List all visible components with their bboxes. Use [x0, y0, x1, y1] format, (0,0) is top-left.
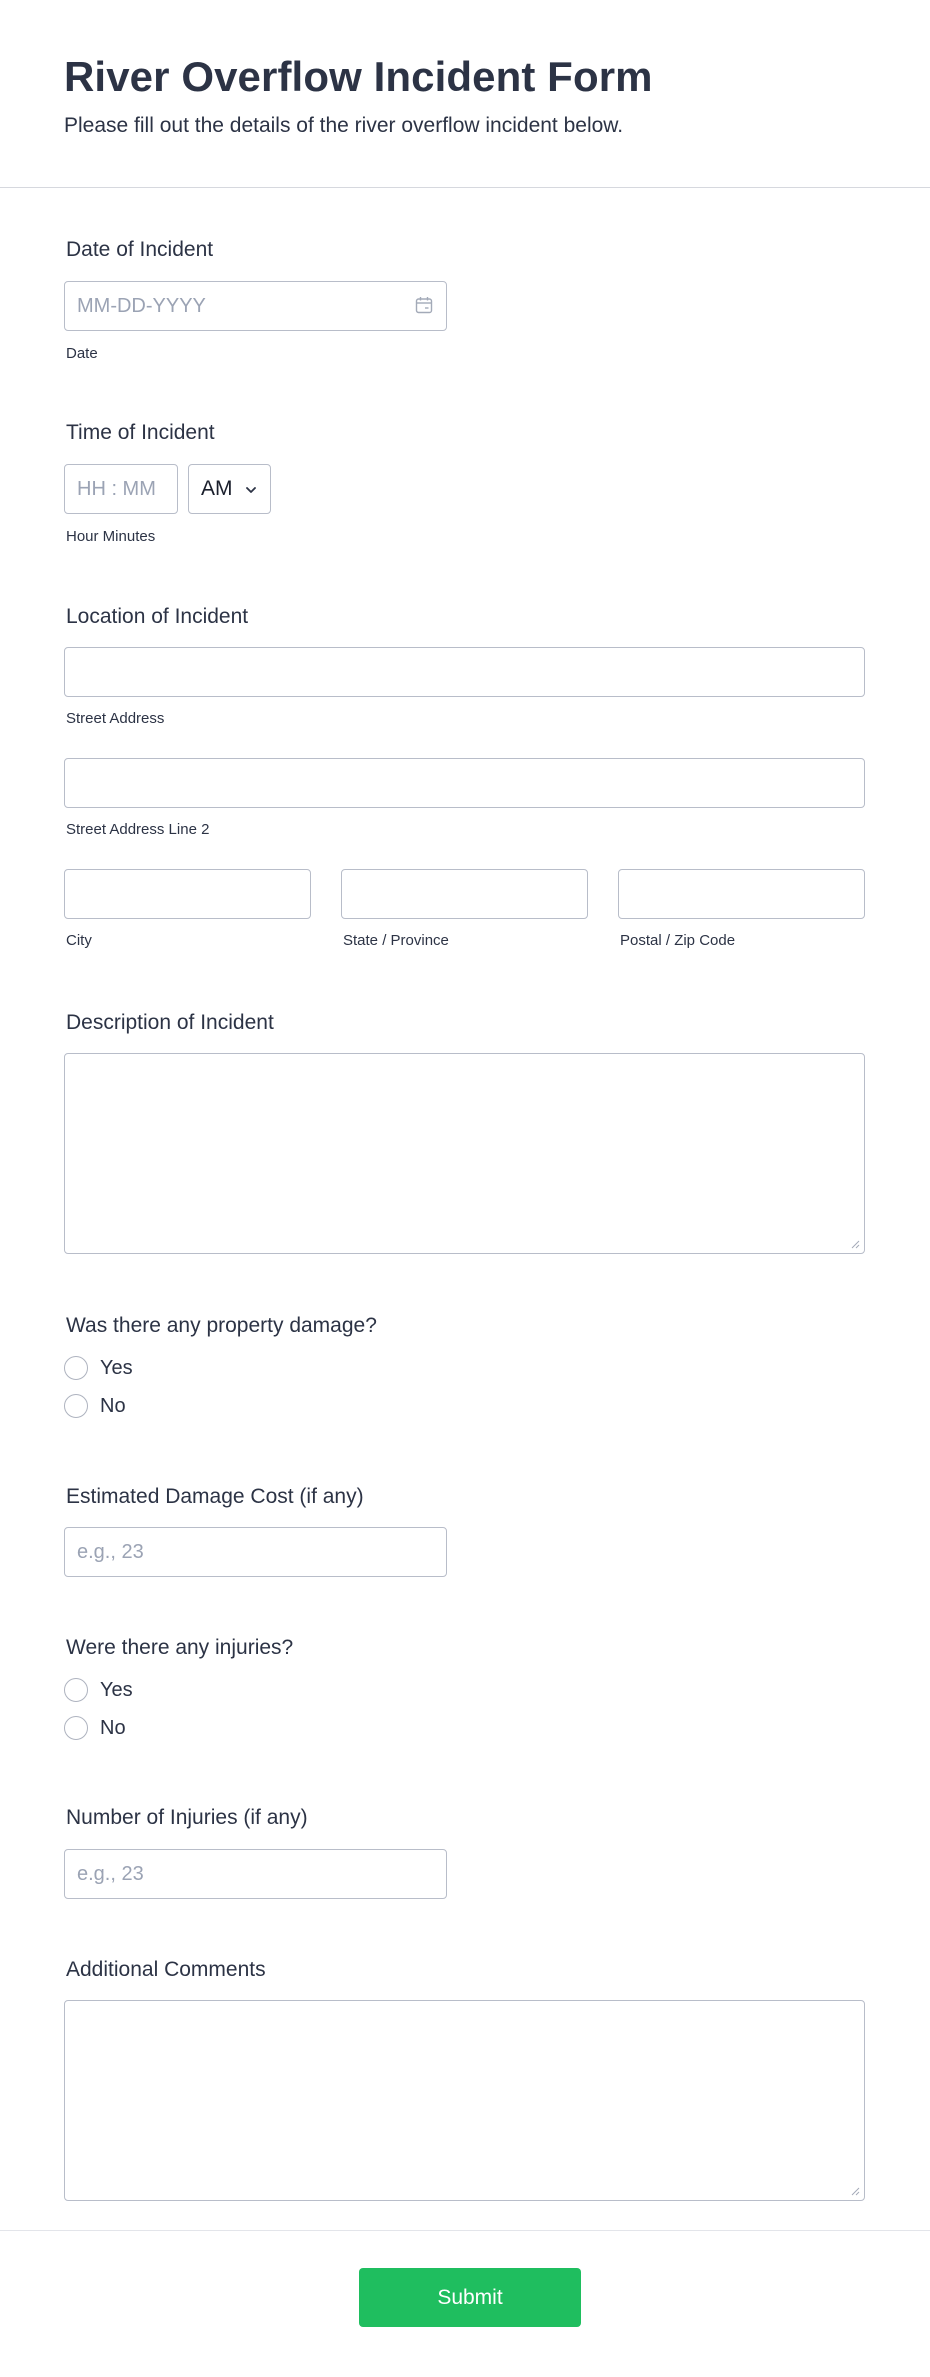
calendar-icon[interactable] — [415, 296, 433, 314]
street-address-line2-input[interactable] — [64, 758, 865, 808]
street-address-line2-sublabel: Street Address Line 2 — [66, 821, 210, 838]
postal-zip-sublabel: Postal / Zip Code — [620, 932, 736, 949]
resize-grip-icon[interactable] — [850, 1239, 860, 1249]
property-damage-label: Was there any property damage? — [66, 1314, 377, 1337]
injuries-label: Were there any injuries? — [66, 1636, 294, 1659]
ampm-select[interactable] — [188, 464, 271, 514]
page-title: River Overflow Incident Form — [64, 53, 653, 100]
property-damage-no-option[interactable] — [64, 1393, 126, 1419]
radio-label: Yes — [100, 1679, 133, 1701]
radio-button[interactable] — [64, 1716, 88, 1740]
submit-button[interactable]: Submit — [359, 2268, 581, 2327]
comments-textarea[interactable] — [64, 2000, 865, 2201]
radio-button[interactable] — [64, 1356, 88, 1380]
description-textarea[interactable] — [64, 1053, 865, 1254]
date-input[interactable] — [64, 281, 447, 331]
city-input[interactable] — [64, 869, 311, 919]
time-input[interactable] — [64, 464, 178, 514]
time-sublabel: Hour Minutes — [66, 528, 156, 545]
injury-count-input[interactable] — [64, 1849, 447, 1899]
radio-button[interactable] — [64, 1394, 88, 1418]
location-of-incident-label: Location of Incident — [66, 605, 249, 628]
chevron-down-icon — [244, 483, 258, 497]
radio-label: No — [100, 1717, 126, 1739]
form-header — [0, 0, 930, 188]
street-address-input[interactable] — [64, 647, 865, 697]
radio-label: Yes — [100, 1357, 133, 1379]
street-address-sublabel: Street Address — [66, 710, 165, 727]
ampm-selected-value: AM — [201, 477, 233, 500]
page-subtitle: Please fill out the details of the river overflow incident below. — [64, 114, 624, 137]
property-damage-yes-option[interactable] — [64, 1355, 133, 1381]
postal-zip-input[interactable] — [618, 869, 865, 919]
damage-cost-label: Estimated Damage Cost (if any) — [66, 1485, 364, 1508]
state-province-sublabel: State / Province — [343, 932, 449, 949]
radio-button[interactable] — [64, 1678, 88, 1702]
time-of-incident-label: Time of Incident — [66, 421, 215, 444]
date-of-incident-label: Date of Incident — [66, 238, 214, 261]
city-sublabel: City — [66, 932, 92, 949]
additional-comments-label: Additional Comments — [66, 1958, 266, 1981]
footer-divider — [0, 2230, 930, 2231]
description-of-incident-label: Description of Incident — [66, 1011, 274, 1034]
resize-grip-icon[interactable] — [850, 2186, 860, 2196]
injuries-yes-option[interactable] — [64, 1677, 133, 1703]
damage-cost-input[interactable] — [64, 1527, 447, 1577]
state-province-input[interactable] — [341, 869, 588, 919]
date-sublabel: Date — [66, 345, 98, 362]
injuries-no-option[interactable] — [64, 1715, 126, 1741]
injury-count-label: Number of Injuries (if any) — [66, 1806, 308, 1829]
radio-label: No — [100, 1395, 126, 1417]
